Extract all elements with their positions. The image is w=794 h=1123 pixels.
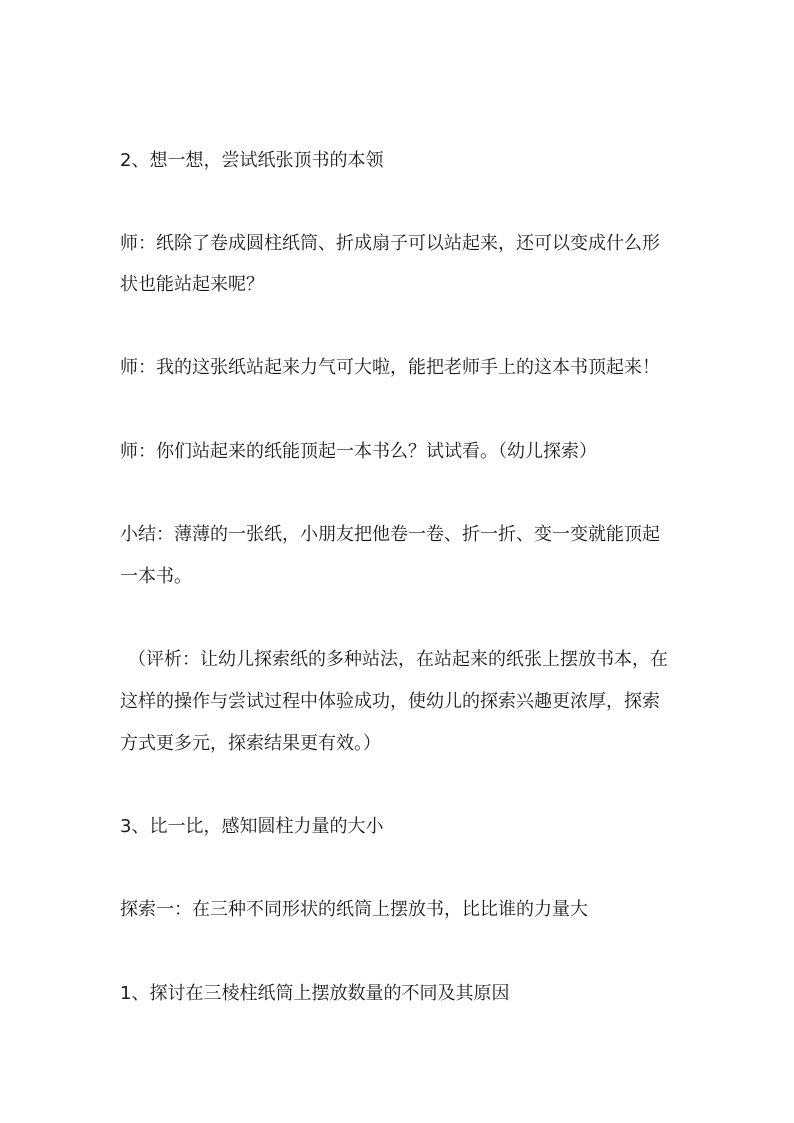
summary-line-2: 一本书。 [120,566,192,587]
exploration-one: 探索一：在三种不同形状的纸筒上摆放书，比比谁的力量大 [120,899,588,920]
teacher-question-line-1: 师：纸除了卷成圆柱纸筒、折成扇子可以站起来，还可以变成什么形 [120,233,660,254]
teacher-statement: 师：我的这张纸站起来力气可大啦，能把老师手上的这本书顶起来！ [120,357,660,378]
commentary-line-3: 方式更多元，探索结果更有效。） [120,733,381,754]
teacher-prompt: 师：你们站起来的纸能顶起一本书么？试试看。（幼儿探索） [120,441,597,462]
summary-line-1: 小结：薄薄的一张纸，小朋友把他卷一卷、折一折、变一变就能顶起 [120,524,660,545]
commentary-line-2: 这样的操作与尝试过程中体验成功，使幼儿的探索兴趣更浓厚，探索 [120,691,660,712]
section-heading-2: 2、想一想，尝试纸张顶书的本领 [120,150,384,171]
section-heading-3: 3、比一比，感知圆柱力量的大小 [120,816,384,837]
discussion-item-1: 1、探讨在三棱柱纸筒上摆放数量的不同及其原因 [120,983,510,1004]
teacher-question-line-2: 状也能站起来呢？ [120,274,264,295]
commentary-line-1: （评析：让幼儿探索纸的多种站法，在站起来的纸张上摆放书本，在 [128,649,668,670]
